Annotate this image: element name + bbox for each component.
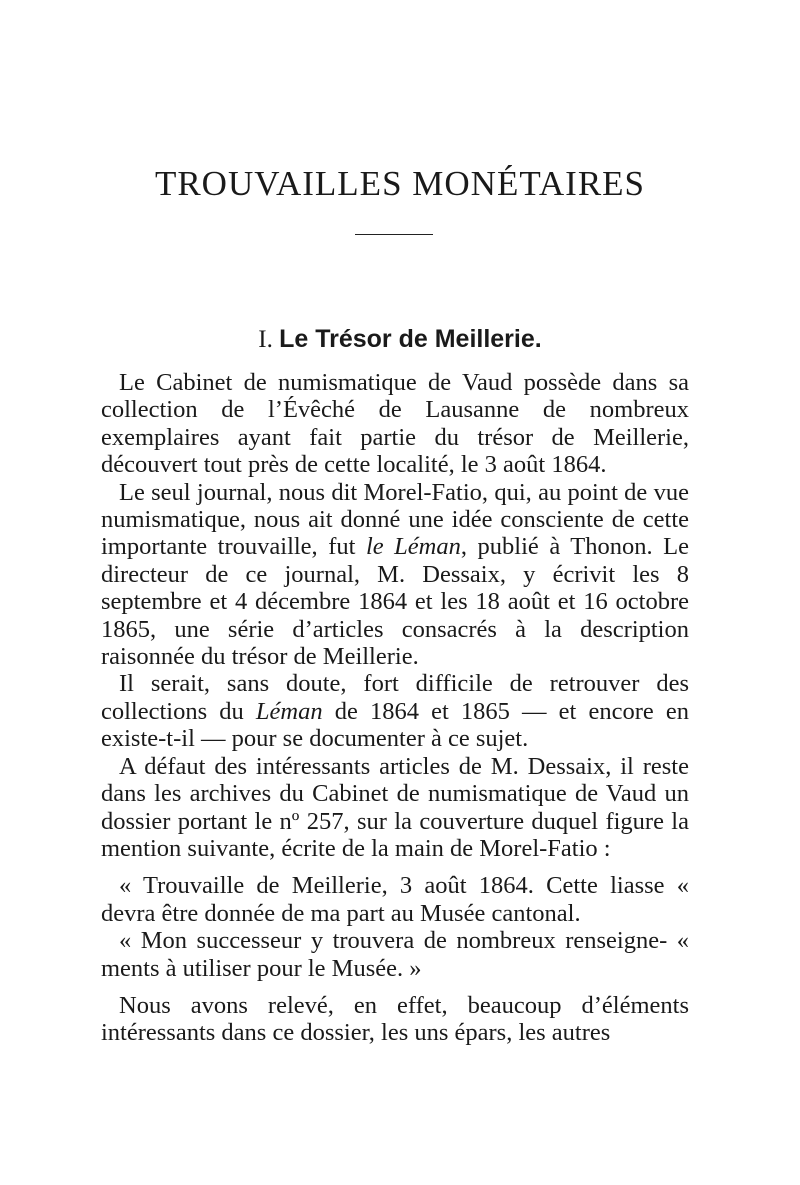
paragraph-2-start: Le seul journal, nous dit Morel-Fatio, qui, au point de vue numismatique, nous ait donné une idée consciente de cette importante trouvaille, fut <box>101 478 689 561</box>
title-divider <box>355 234 433 235</box>
paragraph-3-start: Il serait, sans doute, fort difficile de retrouver des collections du <box>101 670 689 725</box>
paragraph-1: Le Cabinet de numismatique de Vaud possède dans sa collection de l’Évêché de Lausanne de nombreux exemplaires ayant fait partie du trésor de Meillerie, découvert tout près de cette localité, le 3 août 1864. <box>101 369 689 479</box>
newspaper-title: Léman <box>255 697 323 725</box>
page-title: TROUVAILLES MONÉTAIRES <box>154 164 646 203</box>
paragraph-3 <box>101 670 689 752</box>
paragraph-2-end: , publié à Thonon. Le directeur de ce journal, M. Dessaix, y écrivit les 8 septembre et 4 décembre 1864 et les 18 août et 16 octobre 1865, une série d’articles consacrés à la description raisonnée du trésor de Meillerie. <box>101 533 689 671</box>
quote-2: « Mon successeur y trouvera de nombreux renseigne- « ments à utiliser pour le Musée. » <box>101 927 689 982</box>
body-text <box>101 369 689 1047</box>
closing-paragraph: Nous avons relevé, en effet, beaucoup d’éléments intéressants dans ce dossier, les uns épars, les autres <box>101 991 689 1047</box>
paragraph-2 <box>101 479 689 671</box>
section-number: I. <box>258 326 273 353</box>
newspaper-title: le Léman <box>365 533 461 561</box>
section-title: Le Trésor de Meillerie. <box>279 325 542 353</box>
section-heading <box>0 322 800 357</box>
quote-1: « Trouvaille de Meillerie, 3 août 1864. Cette liasse « devra être donnée de ma part au Musée cantonal. <box>101 872 689 927</box>
paragraph-3-end: de 1864 et 1865 — et encore en existe-t-il — pour se documenter à ce sujet. <box>101 697 689 753</box>
paragraph-4: A défaut des intéressants articles de M. Dessaix, il reste dans les archives du Cabinet de numismatique de Vaud un dossier portant le nº 257, sur la couverture duquel figure la mention suivante, écrite de la main de Morel-Fatio : <box>101 752 689 862</box>
